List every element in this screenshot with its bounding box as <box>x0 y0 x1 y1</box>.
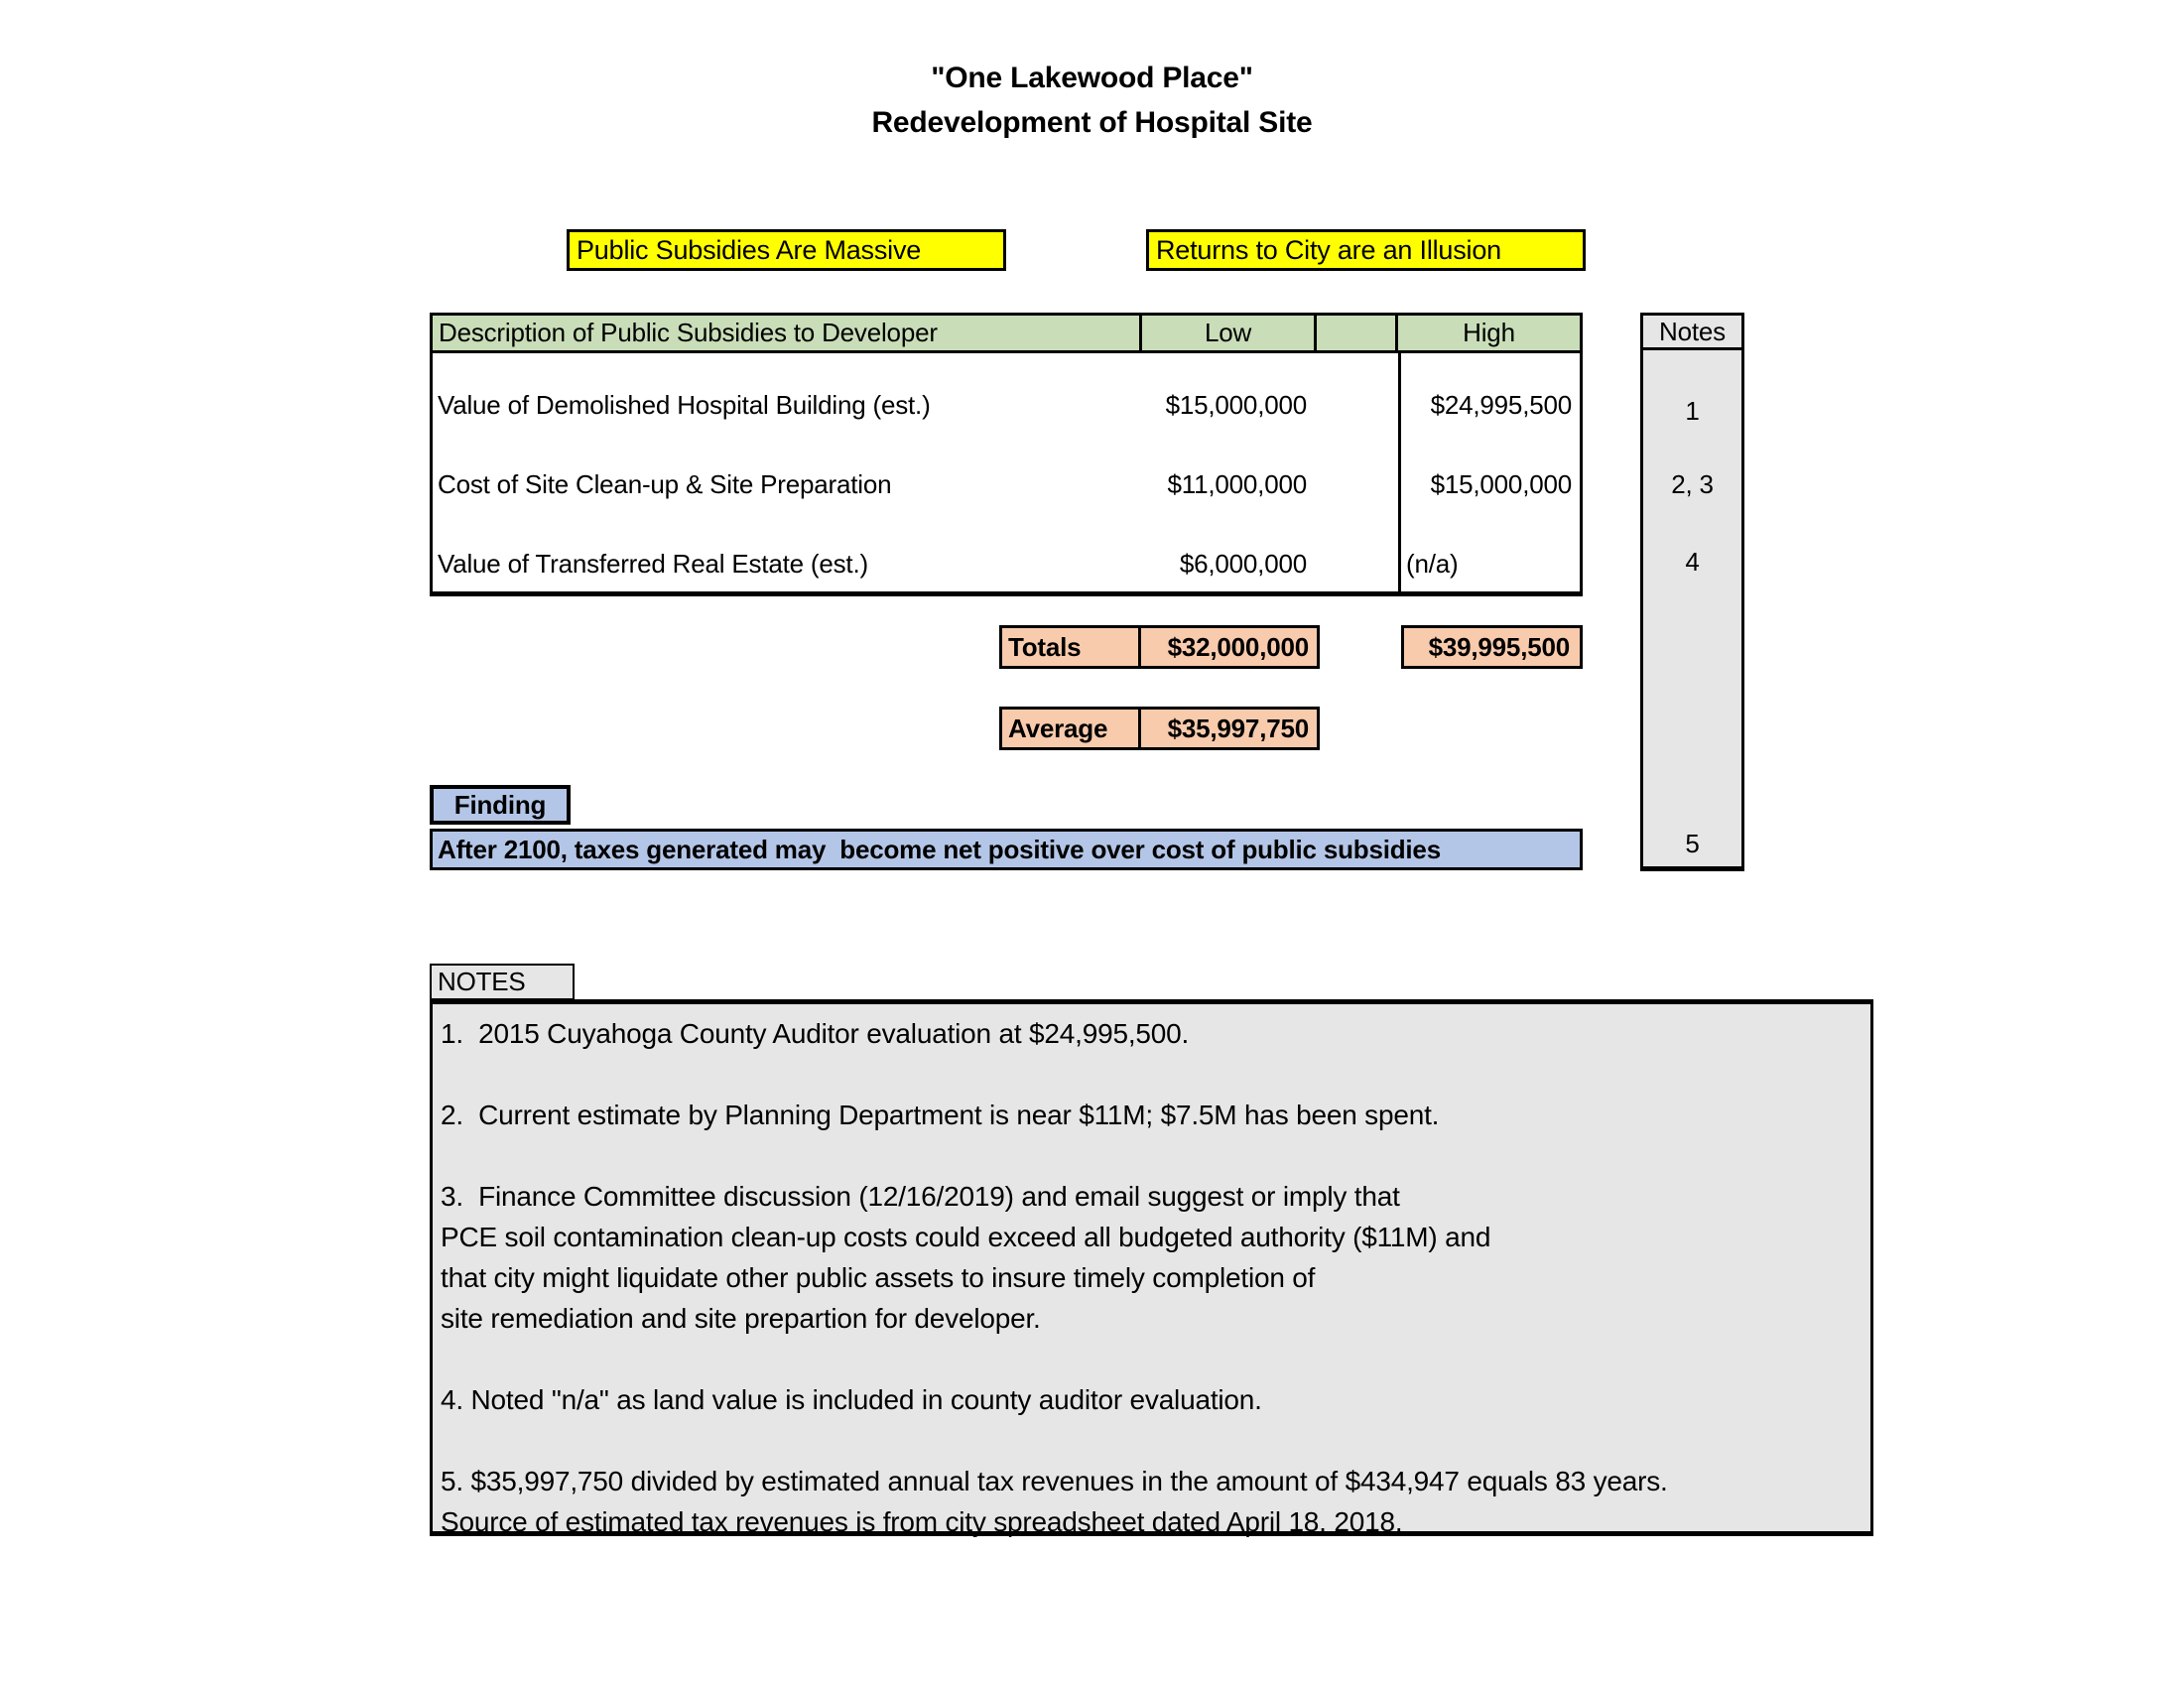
page-title <box>0 56 2184 145</box>
totals-low-value: $32,000,000 <box>1138 625 1320 669</box>
cell-description: Value of Transferred Real Estate (est.) <box>438 549 868 579</box>
note-ref: 1 <box>1685 396 1700 426</box>
note-line: 2. Current estimate by Planning Department is near $11M; $7.5M has been spent. <box>441 1100 1440 1130</box>
finding-text: After 2100, taxes generated may become net positive over cost of public subsidies <box>430 829 1583 870</box>
notes-column <box>1640 350 1744 871</box>
cell-description: Cost of Site Clean-up & Site Preparation <box>438 469 892 499</box>
note-paragraph <box>441 1461 1861 1542</box>
cell-low-value: $11,000,000 <box>1167 469 1307 499</box>
note-ref: 4 <box>1685 547 1700 577</box>
cell-gap <box>1317 580 1398 591</box>
note-paragraph <box>441 1013 1861 1054</box>
cell-high-value: $15,000,000 <box>1398 433 1580 512</box>
cell-gap <box>1317 421 1398 433</box>
title-line-2: Redevelopment of Hospital Site <box>871 106 1313 139</box>
note-paragraph <box>441 1176 1861 1339</box>
note-ref: 5 <box>1685 829 1700 858</box>
average-value: $35,997,750 <box>1138 707 1320 750</box>
cell-low-value: $6,000,000 <box>1179 549 1307 579</box>
finding-label: Finding <box>430 785 571 825</box>
table-body <box>433 353 1580 591</box>
banner-returns-illusion: Returns to City are an Illusion <box>1146 229 1586 271</box>
notes-box <box>430 999 1873 1536</box>
cell-high-value: (n/a) <box>1398 512 1580 591</box>
note-line: 3. Finance Committee discussion (12/16/2019) and email suggest or imply that <box>441 1181 1400 1212</box>
totals-high-value: $39,995,500 <box>1401 625 1583 669</box>
banner-public-subsidies: Public Subsidies Are Massive <box>567 229 1006 271</box>
note-paragraph <box>441 1095 1861 1135</box>
subsidies-table <box>430 313 1583 596</box>
notes-column-header: Notes <box>1640 313 1744 350</box>
cell-description: Value of Demolished Hospital Building (est.) <box>438 390 931 420</box>
header-description: Description of Public Subsidies to Developer <box>433 316 1142 350</box>
totals-label: Totals <box>999 625 1141 669</box>
note-paragraph <box>441 1379 1861 1420</box>
note-line: Source of estimated tax revenues is from city spreadsheet dated April 18, 2018. <box>441 1506 1403 1537</box>
table-row <box>433 433 1580 512</box>
average-label: Average <box>999 707 1141 750</box>
note-line: 5. $35,997,750 divided by estimated annual tax revenues in the amount of $434,947 equals 83 years. <box>441 1466 1668 1496</box>
table-row <box>433 512 1580 591</box>
notes-section-header: NOTES <box>430 964 575 1000</box>
table-row <box>433 353 1580 433</box>
cell-high-value: $24,995,500 <box>1398 353 1580 433</box>
note-line: that city might liquidate other public assets to insure timely completion of <box>441 1262 1316 1293</box>
header-gap-cell <box>1317 316 1398 350</box>
header-low: Low <box>1142 316 1317 350</box>
title-line-1: "One Lakewood Place" <box>931 62 1253 94</box>
note-ref: 2, 3 <box>1671 469 1714 499</box>
header-high: High <box>1463 318 1515 347</box>
note-line: PCE soil contamination clean-up costs could exceed all budgeted authority ($11M) and <box>441 1222 1491 1252</box>
cell-low-value: $15,000,000 <box>1165 390 1307 420</box>
note-line: site remediation and site prepartion for developer. <box>441 1303 1041 1334</box>
note-line: 1. 2015 Cuyahoga County Auditor evaluation at $24,995,500. <box>441 1018 1190 1049</box>
cell-gap <box>1317 500 1398 512</box>
note-line: 4. Noted "n/a" as land value is included in county auditor evaluation. <box>441 1384 1262 1415</box>
table-header-row <box>433 316 1580 353</box>
